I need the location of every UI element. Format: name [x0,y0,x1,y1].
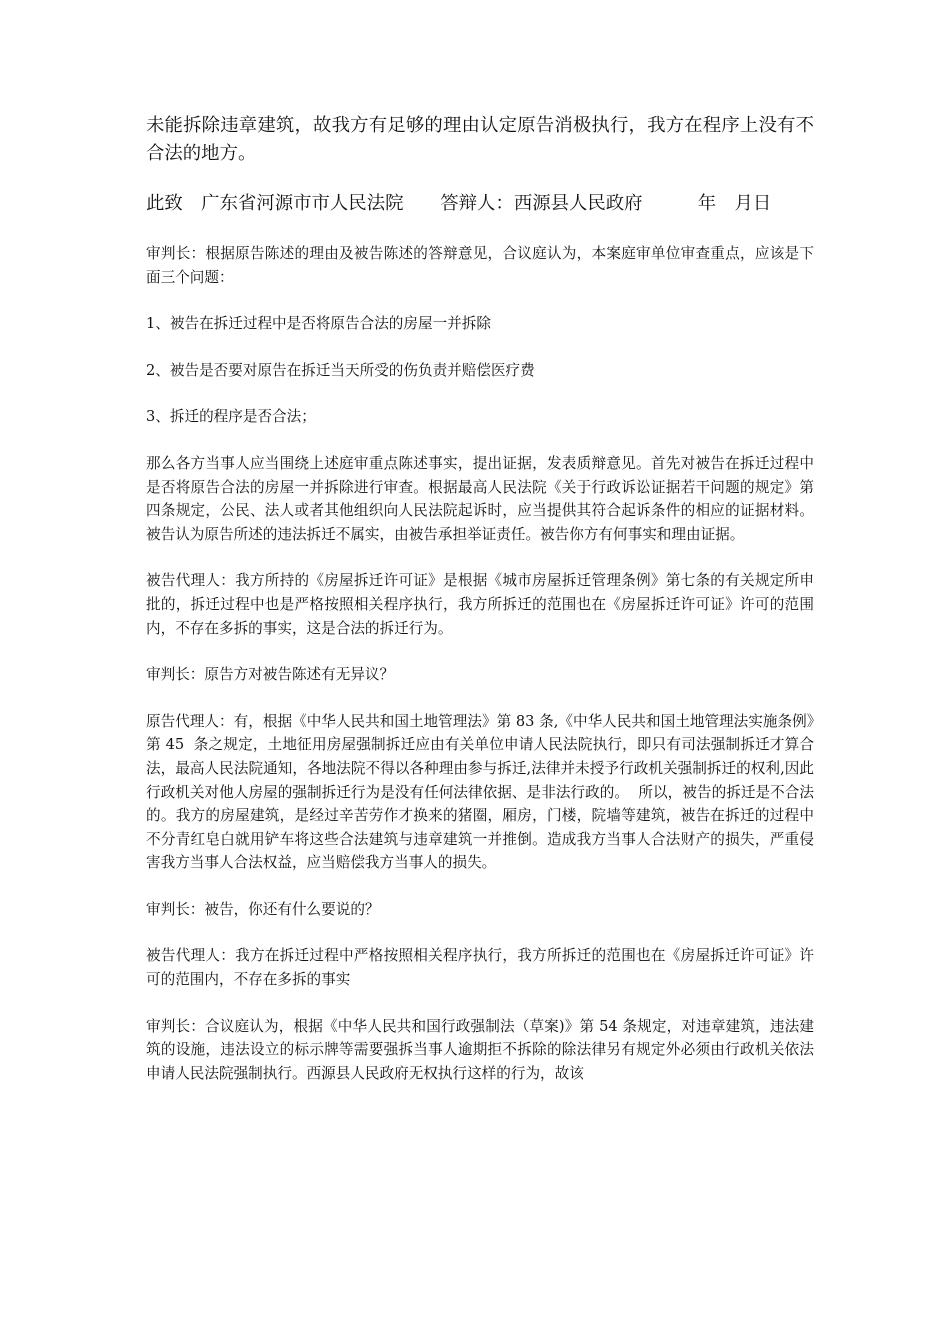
judge-statement-3: 审判长：合议庭认为，根据《中华人民共和国行政强制法（草案)》第 54 条规定，对违章建筑，违法建筑的设施，违法设立的标示牌等需要强拆当事人逾期拒不拆除的除法律另有规定外必须由行政机关依法申请人民法院强制执行。西源县人民政府无权执行这样的行为，故该 [146,1017,814,1082]
judge-statement-2: 那么各方当事人应当围绕上述庭审重点陈述事实，提出证据，发表质辩意见。首先对被告在拆迁过程中是否将原告合法的房屋一并拆除进行审查。根据最高人民法院《关于行政诉讼证据若干问题的规定》第四条规定，公民、法人或者其他组织向人民法院起诉时，应当提供其符合起诉条件的相应的证据材料。被告认为原告所述的违法拆迁不属实，由被告承担举证责任。被告你方有何事实和理由证据。 [146,454,814,543]
issue-item-1: 1、被告在拆迁过程中是否将原告合法的房屋一并拆除 [146,315,491,333]
document-page [146,112,814,1085]
defendant-agent-statement-1: 被告代理人：我方所持的《房屋拆迁许可证》是根据《城市房屋拆迁管理条例》第七条的有关规定所申批的，拆迁过程中也是严格按照相关程序执行，我方所拆迁的范围也在《房屋拆迁许可证》许可的范围内，不存在多拆的事实，这是合法的拆迁行为。 [146,572,814,637]
plaintiff-agent-statement: 原告代理人：有，根据《中华人民共和国土地管理法》第 83 条,《中华人民共和国土地管理法实施条例》第 45 条之规定，土地征用房屋强制拆迁应由有关单位申请人民法院执行，即只有司法强制拆迁才算合法，最高人民法院通知，各地法院不得以各种理由参与拆迁,法律并未授予行政机关强制拆迁的权利,因此行政机关对他人房屋的强制拆迁行为是没有任何法律依据、是非法行政的。 所以，被告的拆迁是不合法的。我方的房屋建筑，是经过辛苦劳作才换来的猪圈，厢房，门楼，院墙等建筑，被告在拆迁的过程中不分青红皂白就用铲车将这些合法建筑与违章建筑一并推倒。造成我方当事人合法财产的损失，严重侵害我方当事人合法权益，应当赔偿我方当事人的损失。 [146,712,814,872]
issue-item-2: 2、被告是否要对原告在拆迁当天所受的伤负责并赔偿医疗费 [146,361,535,379]
defendant-agent-statement-2: 被告代理人：我方在拆迁过程中严格按照相关程序执行，我方所拆迁的范围也在《房屋拆迁许可证》许可的范围内，不存在多拆的事实 [146,947,814,989]
judge-question-2: 审判长：被告，你还有什么要说的？ [146,900,380,918]
issue-item-3: 3、拆迁的程序是否合法； [146,408,316,426]
closing-line: 此致 广东省河源市市人民法院 答辩人：西源县人民政府 年 月日 [146,193,772,214]
intro-paragraph: 未能拆除违章建筑，故我方有足够的理由认定原告消极执行，我方在程序上没有不合法的地方。 [146,115,814,164]
judge-statement-1: 审判长：根据原告陈述的理由及被告陈述的答辩意见，合议庭认为，本案庭审单位审查重点，应该是下面三个问题： [146,245,814,286]
judge-question-1: 审判长：原告方对被告陈述有无异议？ [146,666,395,684]
